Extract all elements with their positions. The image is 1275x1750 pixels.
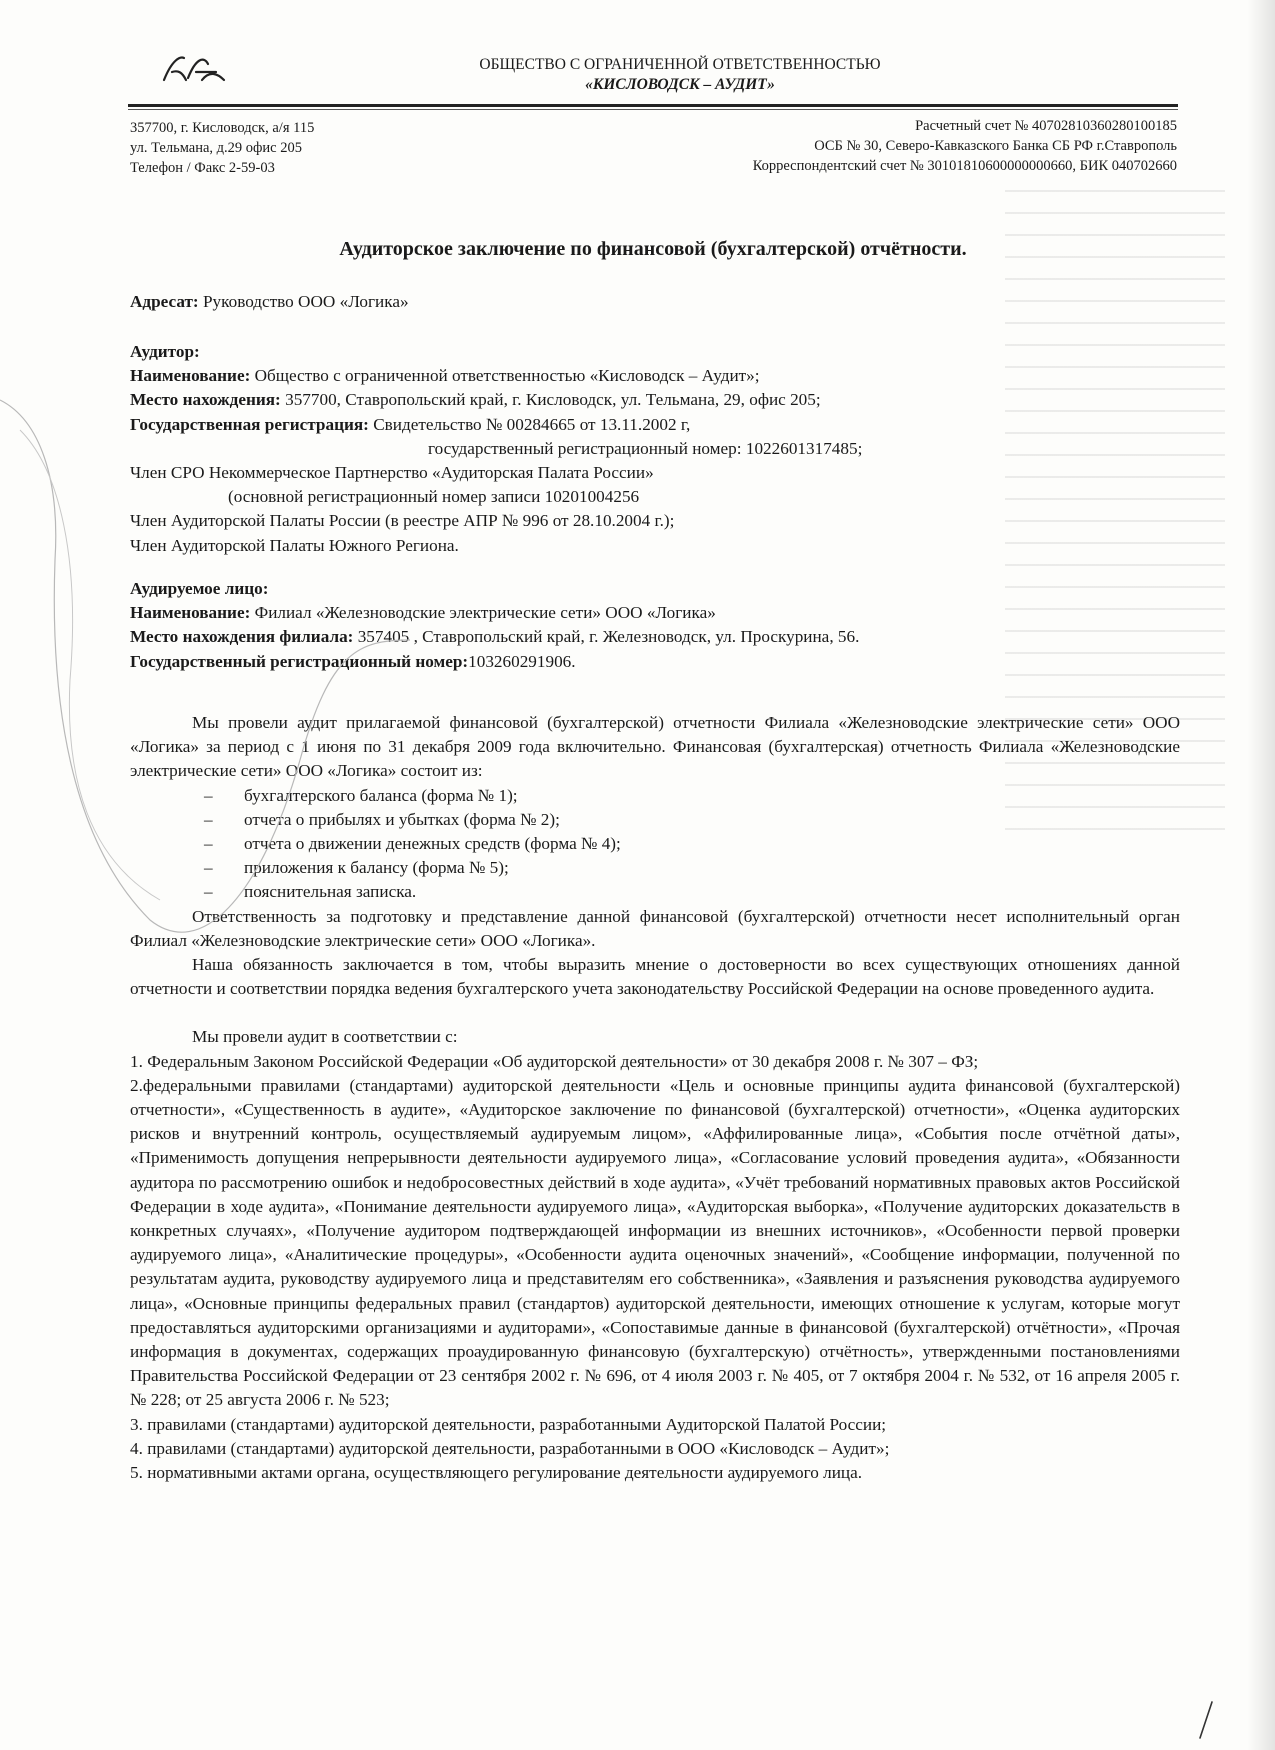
addressee-value: Руководство ООО «Логика» <box>198 292 409 311</box>
statements-list <box>130 784 1180 905</box>
auditor-registration-number: государственный регистрационный номер: 1022601317485; <box>428 438 863 458</box>
phone-line: Телефон / Факс 2-59-03 <box>130 160 275 176</box>
audited-name: Наименование: Филиал «Железноводские электрические сети» ООО «Логика» <box>130 603 716 623</box>
org-line-1: ОБЩЕСТВО С ОГРАНИЧЕННОЙ ОТВЕТСТВЕННОСТЬЮ <box>479 56 881 73</box>
list-item: – отчета о движении денежных средств (форма № 4); <box>130 832 1180 856</box>
audited-heading: Аудируемое лицо: <box>130 579 269 598</box>
intro-paragraph: Мы провели аудит прилагаемой финансовой (бухгалтерской) отчетности Филиала «Железноводские электрические сети» ООО «Логика» за период с 1 июня по 31 декабря 2009 года включительно. Финансовая (бухгалтерская) отчетность Филиала «Железноводские электрические сети» ООО «Логика» состоит из: <box>130 713 1180 781</box>
audited-location: Место нахождения филиала: 357405 , Ставропольский край, г. Железноводск, ул. Проскурина, 56. <box>130 627 860 647</box>
bank-line: ОСБ № 30, Северо-Кавказского Банка СБ РФ г.Ставрополь <box>814 138 1177 154</box>
list-item: – приложения к балансу (форма № 5); <box>130 856 1180 880</box>
scan-edge-shadow <box>1247 0 1275 1750</box>
header-rule-thin <box>128 109 1178 110</box>
auditor-apr: Член Аудиторской Палаты России (в реестре АПР № 996 от 28.10.2004 г.); <box>130 511 675 531</box>
responsibility-paragraph: Ответственность за подготовку и представление данной финансовой (бухгалтерской) отчетности несет исполнительный орган Филиал «Железноводские электрические сети» ООО «Логика». <box>130 906 1180 950</box>
document-title: Аудиторское заключение по финансовой (бухгалтерской) отчётности. <box>339 238 967 260</box>
accordance-item: 3. правилами (стандартами) аудиторской деятельности, разработанными Аудиторской Палатой России; <box>130 1414 887 1434</box>
company-logo <box>158 50 230 90</box>
report-body <box>130 711 1180 1485</box>
org-line-2: «КИСЛОВОДСК – АУДИТ» <box>585 76 775 93</box>
accordance-item: 4. правилами (стандартами) аудиторской деятельности, разработанными в ООО «Кисловодск – Аудит»; <box>130 1438 890 1458</box>
auditor-section <box>130 340 1180 558</box>
auditor-sro-number: (основной регистрационный номер записи 10201004256 <box>228 487 640 507</box>
auditor-heading: Аудитор: <box>130 342 200 361</box>
audited-registration: Государственный регистрационный номер:103260291906. <box>130 651 576 671</box>
auditor-registration: Государственная регистрация: Свидетельство № 00284665 от 13.11.2002 г, <box>130 414 691 434</box>
bank-details <box>753 116 1177 176</box>
duty-paragraph: Наша обязанность заключается в том, чтобы выразить мнение о достоверности во всех существующих отношениях данной отчетности и соответствии порядка ведения бухгалтерского учета законодательству Российской Федерации на основе проведенного аудита. <box>130 955 1180 999</box>
list-item: – бухгалтерского баланса (форма № 1); <box>130 784 1180 808</box>
list-item: – пояснительная записка. <box>130 880 1180 904</box>
contact-address <box>130 118 314 178</box>
handwritten-mark <box>1190 1700 1220 1740</box>
addressee <box>130 290 1180 314</box>
account-line: Расчетный счет № 40702810360280100185 <box>915 118 1177 134</box>
accordance-item: 1. Федеральным Законом Российской Федерации «Об аудиторской деятельности» от 30 декабря 2008 г. № 307 – ФЗ; <box>130 1051 979 1071</box>
organization-name <box>440 55 920 95</box>
accordance-intro: Мы провели аудит в соответствии с: <box>192 1027 458 1047</box>
auditor-sro: Член СРО Некоммерческое Партнерство «Аудиторская Палата России» <box>130 463 654 483</box>
audited-entity-section <box>130 577 1180 674</box>
auditor-south: Член Аудиторской Палаты Южного Региона. <box>130 535 459 555</box>
list-item: – отчета о прибылях и убытках (форма № 2); <box>130 808 1180 832</box>
accordance-item: 2.федеральными правилами (стандартами) аудиторской деятельности «Цель и основные принципы аудита финансовой (бухгалтерской) отчетности», «Существенность в аудите», «Аудиторское заключение по финансовой (бухгалтерской) отчетности», «Оценка аудиторских рисков и внутренний контроль, осуществляемый аудируемым лицом», «Аффилированные лица», «События после отчётной даты», «Применимость допущения непрерывности деятельности аудируемого лица», «Согласование условий проведения аудита», «Обязанности аудитора по рассмотрению ошибок и недобросовестных действий в ходе аудита», «Учёт требований нормативных правовых актов Российской Федерации в ходе аудита», «Понимание деятельности аудируемого лица», «Аудиторская выборка», «Получение аудиторских доказательств в конкретных случаях», «Получение аудитором подтверждающей информации из внешних источников», «Особенности первой проверки аудируемого лица», «Аналитические процедуры», «Особенности аудита оценочных значений», «Сообщение информации, полученной по результатам аудита, руководству аудируемого лица и представителям его собственника», «Заявления и разъяснения руководства аудируемого лица», «Основные принципы федеральных правил (стандартов) аудиторской деятельности, имеющих отношение к услугам, которые могут предоставляться аудиторскими организациями и аудиторами», «Сопоставимые данные в финансовой (бухгалтерской) отчётности», «Прочая информация в документах, содержащих проаудированную финансовую (бухгалтерскую) отчётность», утвержденными постановлениями Правительства Российской Федерации от 23 сентября 2002 г. № 696, от 4 июля 2003 г. № 405, от 7 октября 2004 г. № 532, от 16 апреля 2005 г. № 228; от 25 августа 2006 г. № 523; <box>130 1075 1180 1410</box>
street-line: ул. Тельмана, д.29 офис 205 <box>130 140 302 156</box>
auditor-location: Место нахождения: 357700, Ставропольский край, г. Кисловодск, ул. Тельмана, 29, офис 205; <box>130 390 821 410</box>
addressee-label: Адресат: <box>130 292 199 311</box>
header-rule <box>128 104 1178 107</box>
auditor-name: Наименование: Общество с ограниченной ответственностью «Кисловодск – Аудит»; <box>130 366 760 386</box>
accordance-item: 5. нормативными актами органа, осуществляющего регулирование деятельности аудируемого лица. <box>130 1463 863 1483</box>
corr-account-line: Корреспондентский счет № 30101810600000000660, БИК 040702660 <box>752 158 1177 174</box>
address-line: 357700, г. Кисловодск, а/я 115 <box>130 120 315 136</box>
